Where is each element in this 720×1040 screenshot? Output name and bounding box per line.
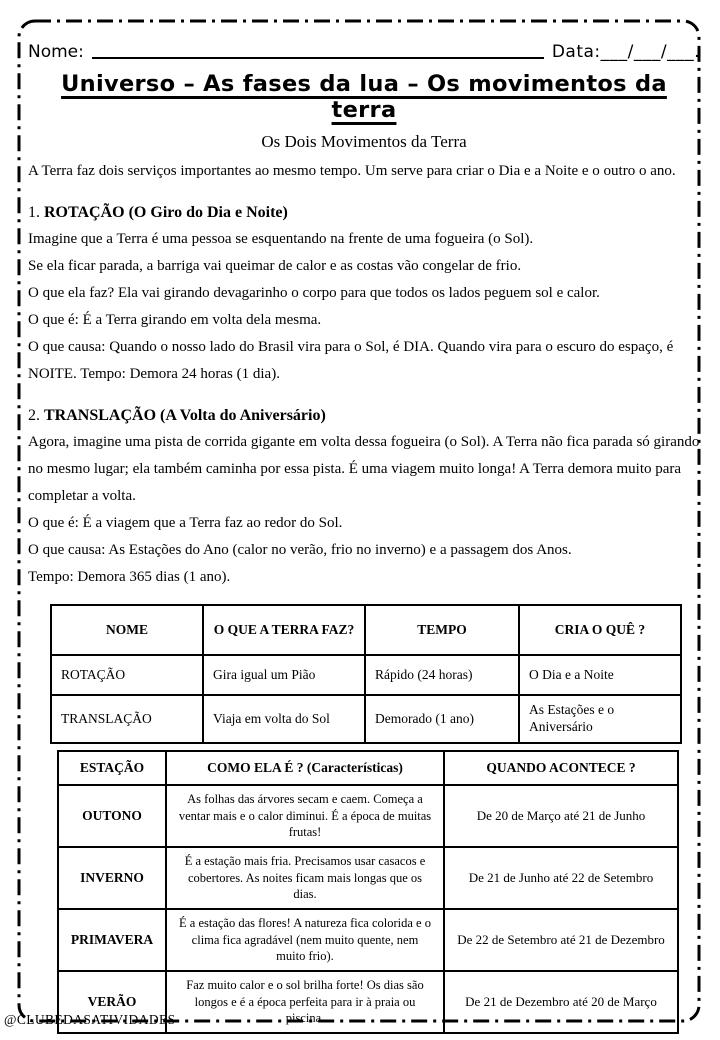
cell-season: OUTONO — [58, 785, 166, 847]
header-cell-nome: NOME — [51, 605, 203, 655]
cell-tempo: Rápido (24 horas) — [365, 655, 519, 695]
paragraph: O que é: É a Terra girando em volta dela mesma. — [28, 312, 322, 328]
body-text — [28, 158, 700, 591]
seasons-header-row — [58, 751, 678, 785]
table-row-inverno — [58, 847, 678, 909]
paragraph: Imagine que a Terra é uma pessoa se esquentando na frente de uma fogueira (o Sol). — [28, 231, 534, 247]
movements-table — [50, 604, 682, 744]
worksheet-title: Universo – As fases da lua – Os movimentos da terra — [61, 71, 667, 123]
worksheet-subtitle: Os Dois Movimentos da Terra — [261, 132, 467, 151]
cell-when: De 21 de Dezembro até 20 de Março — [444, 971, 678, 1033]
cell-description: Faz muito calor e o sol brilha forte! Os dias são longos e é a época perfeita para ir à praia ou piscina. — [166, 971, 444, 1033]
paragraph: O que causa: Quando o nosso lado do Brasil vira para o Sol, é DIA. Quando vira para o escuro do espaço, é NOITE. Tempo: Demora 24 horas (1 dia). — [28, 339, 674, 382]
cell-cria: As Estações e o Aniversário — [519, 695, 681, 743]
table-row-translacao — [51, 695, 681, 743]
cell-cria: O Dia e a Noite — [519, 655, 681, 695]
cell-when: De 22 de Setembro até 21 de Dezembro — [444, 909, 678, 971]
date-label: Data:___/___/___. — [551, 42, 700, 62]
header-cell-quando: QUANDO ACONTECE ? — [444, 751, 678, 785]
cell-faz: Gira igual um Pião — [203, 655, 365, 695]
cell-season: INVERNO — [58, 847, 166, 909]
header-cell-estacao: ESTAÇÃO — [58, 751, 166, 785]
cell-faz: Viaja em volta do Sol — [203, 695, 365, 743]
heading-text: TRANSLAÇÃO (A Volta do Aniversário) — [44, 407, 326, 424]
heading-text: ROTAÇÃO (O Giro do Dia e Noite) — [44, 204, 288, 221]
header-cell-como: COMO ELA É ? (Características) — [166, 751, 444, 785]
header-cell-cria: CRIA O QUÊ ? — [519, 605, 681, 655]
heading-number: 1. — [28, 204, 44, 221]
worksheet — [28, 36, 700, 1034]
paragraph-intro: A Terra faz dois serviços importantes ao mesmo tempo. Um serve para criar o Dia e a Noite e o outro o ano. — [28, 163, 676, 179]
paragraph: Tempo: Demora 365 dias (1 ano). — [28, 569, 231, 585]
table-row-primavera — [58, 909, 678, 971]
seasons-table — [57, 750, 679, 1034]
paragraph: O que ela faz? Ela vai girando devagarinho o corpo para que todos os lados peguem sol e calor. — [28, 285, 600, 301]
paragraph: O que é: É a viagem que a Terra faz ao redor do Sol. — [28, 515, 343, 531]
paragraph: Se ela ficar parada, a barriga vai queimar de calor e as costas vão congelar de frio. — [28, 258, 522, 274]
name-blank-line — [92, 43, 544, 59]
cell-when: De 20 de Março até 21 de Junho — [444, 785, 678, 847]
paragraph: O que causa: As Estações do Ano (calor no verão, frio no inverno) e a passagem dos Anos. — [28, 542, 572, 558]
header-cell-tempo: TEMPO — [365, 605, 519, 655]
heading-translacao — [28, 402, 700, 429]
movements-header-row — [51, 605, 681, 655]
heading-number: 2. — [28, 407, 44, 424]
name-label: Nome: — [28, 42, 84, 62]
cell-description: É a estação mais fria. Precisamos usar casacos e cobertores. As noites ficam mais longas que os dias. — [166, 847, 444, 909]
table-row-rotacao — [51, 655, 681, 695]
heading-rotacao — [28, 199, 700, 226]
cell-season: PRIMAVERA — [58, 909, 166, 971]
cell-season: VERÃO — [58, 971, 166, 1033]
cell-tempo: Demorado (1 ano) — [365, 695, 519, 743]
name-date-row — [28, 36, 700, 62]
header-cell-faz: O QUE A TERRA FAZ? — [203, 605, 365, 655]
cell-when: De 21 de Junho até 22 de Setembro — [444, 847, 678, 909]
cell-description: As folhas das árvores secam e caem. Começa a ventar mais e o calor diminui. É a época de muitas frutas! — [166, 785, 444, 847]
cell-nome: TRANSLAÇÃO — [51, 695, 203, 743]
table-row-outono — [58, 785, 678, 847]
cell-description: É a estação das flores! A natureza fica colorida e o clima fica agradável (nem muito quente, nem muito frio). — [166, 909, 444, 971]
cell-nome: ROTAÇÃO — [51, 655, 203, 695]
watermark: @CLUBEDASATIVIDADES — [4, 1012, 176, 1027]
paragraph: Agora, imagine uma pista de corrida gigante em volta dessa fogueira (o Sol). A Terra não fica parada só girando no mesmo lugar; ela também caminha por essa pista. É uma viagem muito longa! A Terra demora muito para completar a volta. — [28, 434, 700, 504]
